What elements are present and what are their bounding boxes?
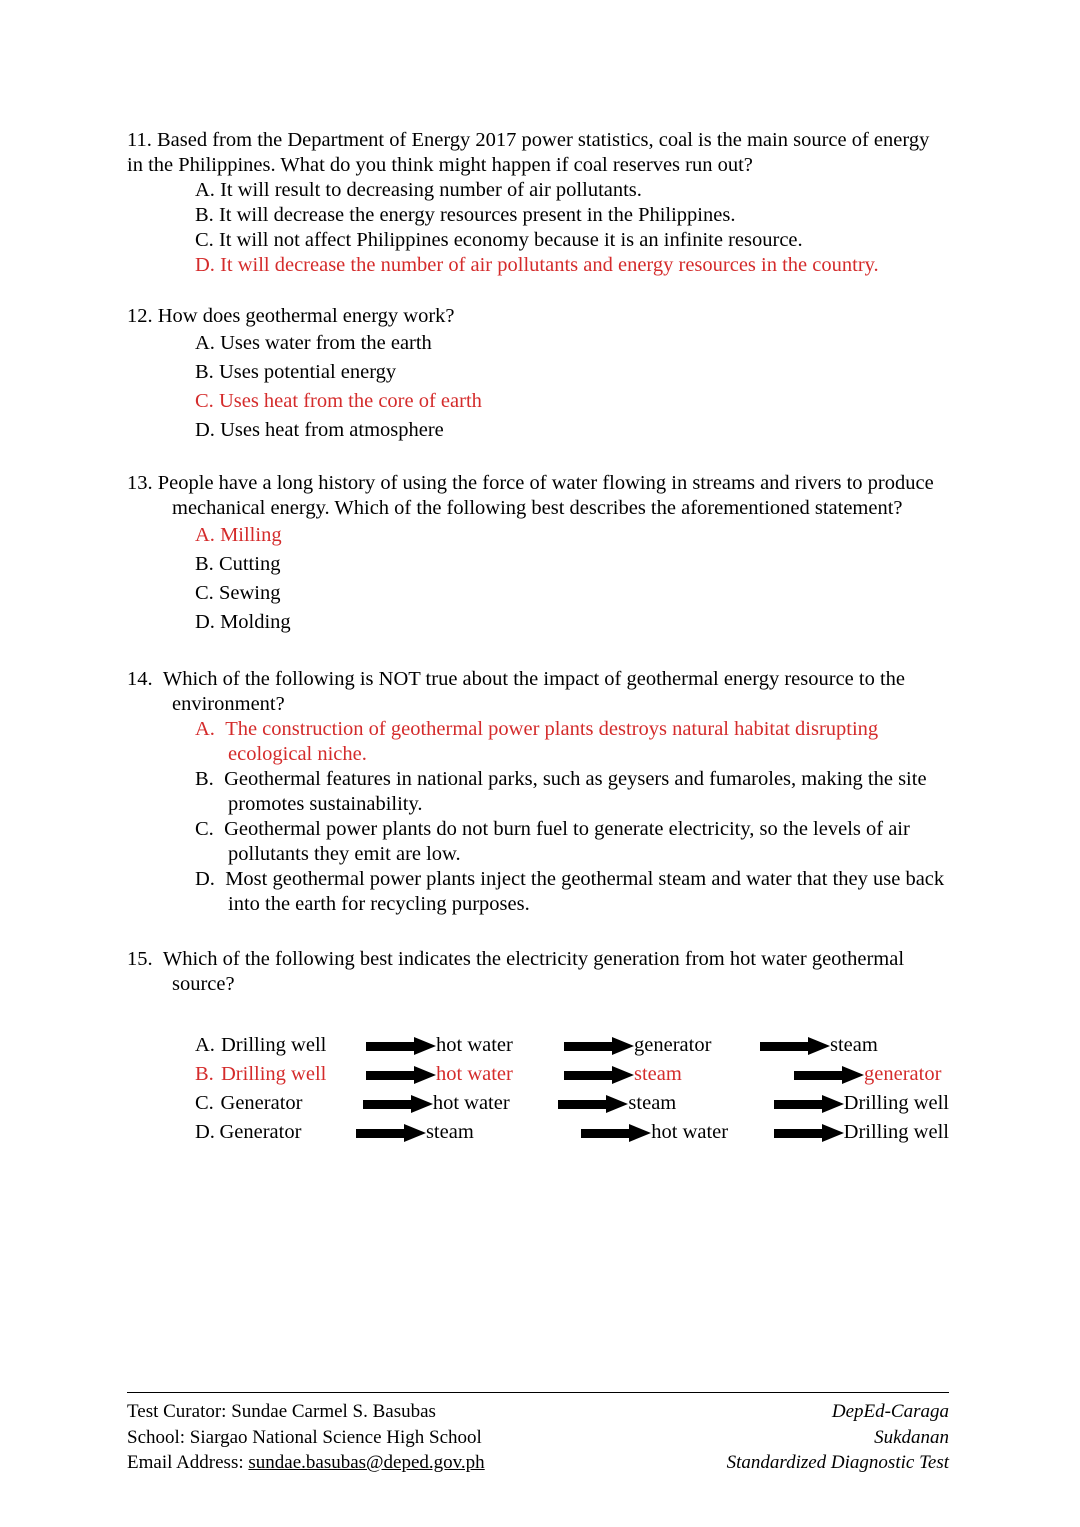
option-text: It will decrease the number of air pollutants and energy resources in the country. <box>220 254 879 276</box>
option-letter: C. <box>195 582 214 604</box>
question-number-14: 14. <box>127 668 153 690</box>
option-letter: A. <box>195 1034 215 1056</box>
option-text: Uses water from the earth <box>220 332 432 354</box>
footer-email-link[interactable]: sundae.basubas@deped.gov.ph <box>248 1452 485 1473</box>
footer-columns <box>127 1399 949 1476</box>
flow-option-15-b[interactable] <box>195 1060 949 1089</box>
flow-step-2: hot water <box>436 1034 513 1056</box>
option-letter: B. <box>195 553 214 575</box>
right-block-arrow-icon <box>774 1095 844 1113</box>
option-13-d[interactable] <box>195 608 949 637</box>
option-11-a[interactable] <box>195 178 949 203</box>
option-list-13 <box>127 521 949 637</box>
flow-option-list-15 <box>195 1031 949 1147</box>
option-11-b[interactable] <box>195 203 949 228</box>
question-text-15: Which of the following best indicates the electricity generation from hot water geothermal source? <box>162 948 905 995</box>
question-stem-13 <box>127 471 949 521</box>
option-letter: B. <box>195 1063 214 1085</box>
flow-step-2: steam <box>425 1121 474 1143</box>
right-block-arrow-icon <box>366 1037 436 1055</box>
option-13-b[interactable] <box>195 550 949 579</box>
question-stem-11 <box>127 128 949 178</box>
flow-step-1: Drilling well <box>221 1034 327 1056</box>
option-letter: D. <box>195 254 215 276</box>
right-block-arrow-icon <box>564 1037 634 1055</box>
option-12-b[interactable] <box>195 358 949 387</box>
question-stem-15 <box>127 947 949 997</box>
option-text: It will result to decreasing number of air pollutants. <box>220 179 642 201</box>
flow-step-2: hot water <box>436 1063 513 1085</box>
option-text: Most geothermal power plants inject the geothermal steam and water that they use back into the earth for recycling purposes. <box>225 868 945 915</box>
question-text-12: How does geothermal energy work? <box>157 305 455 327</box>
option-12-a[interactable] <box>195 329 949 358</box>
option-letter: A. <box>195 718 215 740</box>
option-14-b[interactable] <box>195 767 949 817</box>
flow-step-4: Drilling well <box>843 1121 949 1143</box>
right-block-arrow-icon <box>794 1066 864 1084</box>
option-text: Uses potential energy <box>218 361 397 383</box>
option-letter: D. <box>195 419 215 441</box>
right-block-arrow-icon <box>564 1066 634 1084</box>
option-text: The construction of geothermal power plants destroys natural habitat disrupting ecological niche. <box>225 718 879 765</box>
option-11-c[interactable] <box>195 228 949 253</box>
option-list-14 <box>127 717 949 917</box>
question-stem-14 <box>127 667 949 717</box>
footer-email-label: Email Address: <box>127 1452 244 1473</box>
spacer <box>127 917 949 947</box>
flow-step-1: Drilling well <box>221 1063 327 1085</box>
flow-option-15-d[interactable] <box>195 1118 949 1147</box>
flow-step-2: hot water <box>432 1092 510 1114</box>
footer-divider <box>127 1392 949 1393</box>
footer-doc-type-line: Standardized Diagnostic Test <box>726 1452 949 1473</box>
right-block-arrow-icon <box>366 1066 436 1084</box>
option-letter: C. <box>195 390 214 412</box>
option-14-d[interactable] <box>195 867 949 917</box>
right-block-arrow-icon <box>581 1124 651 1142</box>
flow-step-1: Generator <box>219 1121 302 1143</box>
question-number-11: 11. <box>127 129 152 151</box>
flow-step-3: hot water <box>651 1121 729 1143</box>
option-letter: A. <box>195 332 215 354</box>
option-11-d[interactable] <box>195 253 949 278</box>
right-block-arrow-icon <box>774 1124 844 1142</box>
option-letter: C. <box>195 1092 214 1114</box>
page-footer <box>127 1392 949 1476</box>
option-letter: D. <box>195 868 215 890</box>
flow-option-15-c[interactable] <box>195 1089 949 1118</box>
footer-org-line: DepEd-Caraga <box>831 1401 949 1422</box>
option-letter: C. <box>195 229 214 251</box>
option-12-c[interactable] <box>195 387 949 416</box>
question-text-11: Based from the Department of Energy 2017 power statistics, coal is the main source of energy in the Philippines. What do you think might happen if coal reserves run out? <box>127 129 930 176</box>
flow-option-15-a[interactable] <box>195 1031 949 1060</box>
option-letter: A. <box>195 524 215 546</box>
footer-left-block <box>127 1399 485 1476</box>
option-text: Uses heat from the core of earth <box>218 390 482 412</box>
option-text: Molding <box>220 611 291 633</box>
flow-step-4: generator <box>864 1063 942 1085</box>
option-text: Cutting <box>218 553 281 575</box>
footer-email-line <box>127 1450 485 1476</box>
question-list <box>127 128 949 1147</box>
option-text: Sewing <box>218 582 281 604</box>
flow-step-4: steam <box>830 1034 878 1056</box>
flow-step-1: Generator <box>220 1092 303 1114</box>
option-letter: D. <box>195 1121 215 1143</box>
option-text: Geothermal power plants do not burn fuel to generate electricity, so the levels of air pollutants they emit are low. <box>224 818 910 865</box>
footer-school-line: School: Siargao National Science High School <box>127 1426 482 1448</box>
question-block-13 <box>127 471 949 637</box>
footer-program-line: Sukdanan <box>874 1426 949 1448</box>
option-14-a[interactable] <box>195 717 949 767</box>
option-text: Milling <box>220 524 282 546</box>
question-text-14: Which of the following is NOT true about the impact of geothermal energy resource to the environment? <box>162 668 906 715</box>
question-number-13: 13. <box>127 472 153 494</box>
right-block-arrow-icon <box>363 1095 433 1113</box>
flow-step-3: steam <box>628 1092 677 1114</box>
question-block-11 <box>127 128 949 278</box>
option-13-a[interactable] <box>195 521 949 550</box>
option-12-d[interactable] <box>195 416 949 445</box>
flow-step-3: generator <box>634 1034 712 1056</box>
footer-curator-line: Test Curator: Sundae Carmel S. Basubas <box>127 1401 436 1422</box>
question-text-13: People have a long history of using the force of water flowing in streams and rivers to produce mechanical energy. Which of the following best describes the aforementioned statement? <box>157 472 934 519</box>
option-letter: D. <box>195 611 215 633</box>
option-letter: B. <box>195 361 214 383</box>
question-block-12 <box>127 304 949 445</box>
option-list-11 <box>127 178 949 278</box>
question-stem-12 <box>127 304 949 329</box>
option-letter: B. <box>195 204 214 226</box>
option-letter: A. <box>195 179 215 201</box>
footer-right-block <box>727 1399 949 1476</box>
option-13-c[interactable] <box>195 579 949 608</box>
right-block-arrow-icon <box>558 1095 628 1113</box>
right-block-arrow-icon <box>760 1037 830 1055</box>
option-text: It will not affect Philippines economy because it is an infinite resource. <box>218 229 803 251</box>
option-text: Geothermal features in national parks, such as geysers and fumaroles, making the site promotes sustainability. <box>224 768 927 815</box>
question-number-12: 12. <box>127 305 153 327</box>
question-block-15 <box>127 947 949 1147</box>
right-block-arrow-icon <box>356 1124 426 1142</box>
spacer <box>127 637 949 667</box>
spacer <box>127 445 949 471</box>
option-letter: B. <box>195 768 214 790</box>
option-14-c[interactable] <box>195 817 949 867</box>
question-number-15: 15. <box>127 948 153 970</box>
option-text: Uses heat from atmosphere <box>220 419 444 441</box>
option-text: It will decrease the energy resources present in the Philippines. <box>218 204 736 226</box>
spacer <box>127 278 949 304</box>
question-block-14 <box>127 667 949 917</box>
option-letter: C. <box>195 818 214 840</box>
flow-step-3: steam <box>634 1063 682 1085</box>
flow-step-4: Drilling well <box>843 1092 949 1114</box>
option-list-12 <box>127 329 949 445</box>
